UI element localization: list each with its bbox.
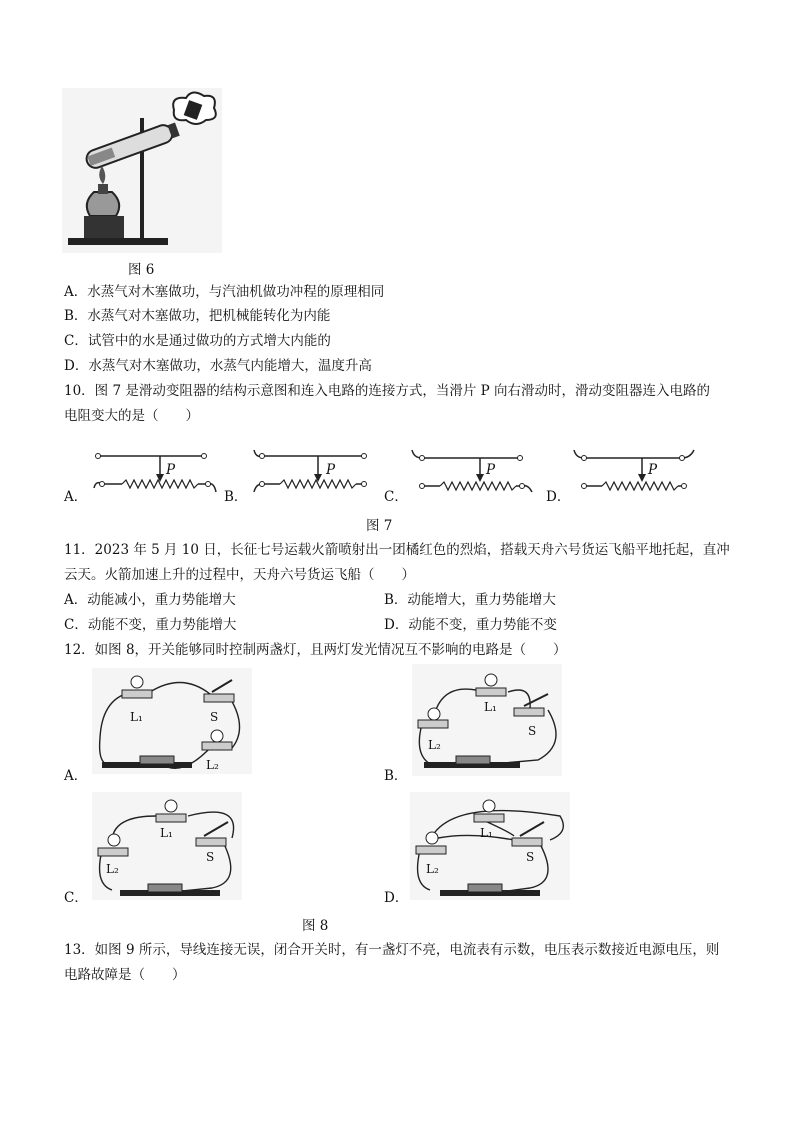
q12-d-lamp2-label: L₂: [426, 862, 439, 876]
fig6-option-b: B．水蒸气对木塞做功，把机械能转化为内能: [64, 308, 331, 324]
fig6-option-d: D．水蒸气对木塞做功，水蒸气内能增大，温度升高: [64, 358, 372, 374]
q12-stem-line1: 12．如图 8，开关能够同时控制两盏灯，且两灯发光情况互不影响的电路是（ ）: [64, 642, 567, 658]
q11-option-c: C．动能不变，重力势能增大: [64, 617, 237, 633]
q10-option-a-letter: A．: [64, 489, 88, 505]
q12-circuit-b: [412, 664, 562, 776]
q10-d-slider-label: P: [648, 462, 658, 478]
fig6-label: 图 6: [128, 262, 155, 278]
q12-b-lamp2-label: L₂: [428, 738, 441, 752]
q12-option-c-letter: C．: [64, 890, 88, 906]
q11-option-d: D．动能不变，重力势能不变: [384, 617, 557, 633]
q10-rheostat-c: [410, 444, 540, 498]
q12-option-d-letter: D．: [384, 890, 409, 906]
q11-stem-line1: 11．2023 年 5 月 10 日，长征七号运载火箭喷射出一团橘红色的烈焰，搭载天舟六号货运飞船平地托起，直冲: [64, 542, 730, 558]
q11-option-a: A．动能减小，重力势能增大: [64, 592, 236, 608]
q12-c-lamp2-label: L₂: [106, 862, 119, 876]
q10-rheostat-a: [92, 444, 222, 498]
q10-stem-line1: 10．图 7 是滑动变阻器的结构示意图和连入电路的连接方式，当滑片 P 向右滑动时，滑动变阻器连入电路的: [64, 383, 711, 399]
q12-c-lamp1-label: L₁: [160, 826, 173, 840]
q12-a-lamp2-label: L₂: [206, 758, 219, 772]
q12-a-lamp1-label: L₁: [130, 710, 143, 724]
q12-option-a-letter: A．: [64, 768, 88, 784]
q10-c-slider-label: P: [486, 462, 496, 478]
fig6-option-a: A．水蒸气对木塞做功，与汽油机做功冲程的原理相同: [64, 284, 385, 300]
q10-rheostat-d: [572, 444, 702, 498]
q12-option-b-letter: B．: [384, 768, 408, 784]
q12-fig-label: 图 8: [302, 918, 329, 934]
q12-a-switch-label: S: [210, 710, 219, 724]
fig6-option-c: C．试管中的水是通过做功的方式增大内能的: [64, 333, 331, 349]
q10-option-c-letter: C．: [384, 489, 408, 505]
q12-d-switch-label: S: [526, 850, 535, 864]
q12-b-lamp1-label: L₁: [484, 700, 497, 714]
q10-b-slider-label: P: [326, 462, 336, 478]
q10-rheostat-b: [252, 444, 382, 498]
q12-circuit-c: [92, 792, 242, 900]
q13-stem-line1: 13．如图 9 所示，导线连接无误，闭合开关时，有一盏灯不亮，电流表有示数，电压表示数接近电源电压，则: [64, 942, 720, 958]
q10-option-d-letter: D．: [546, 489, 571, 505]
q10-stem-line2: 电阻变大的是（ ）: [64, 408, 199, 424]
q11-stem-line2: 云天。火箭加速上升的过程中，天舟六号货运飞船（ ）: [64, 567, 415, 583]
q10-option-b-letter: B．: [224, 489, 248, 505]
q10-fig-label: 图 7: [366, 518, 393, 534]
q12-circuit-a: [92, 668, 252, 774]
q12-d-lamp1-label: L₁: [480, 826, 493, 840]
q12-b-switch-label: S: [528, 724, 537, 738]
q11-option-b: B．动能增大，重力势能增大: [384, 592, 556, 608]
q12-circuit-d: [410, 792, 570, 900]
q10-a-slider-label: P: [166, 462, 176, 478]
fig6-apparatus-illustration: [62, 88, 222, 253]
q13-stem-line2: 电路故障是（ ）: [64, 967, 186, 983]
q12-c-switch-label: S: [206, 850, 215, 864]
